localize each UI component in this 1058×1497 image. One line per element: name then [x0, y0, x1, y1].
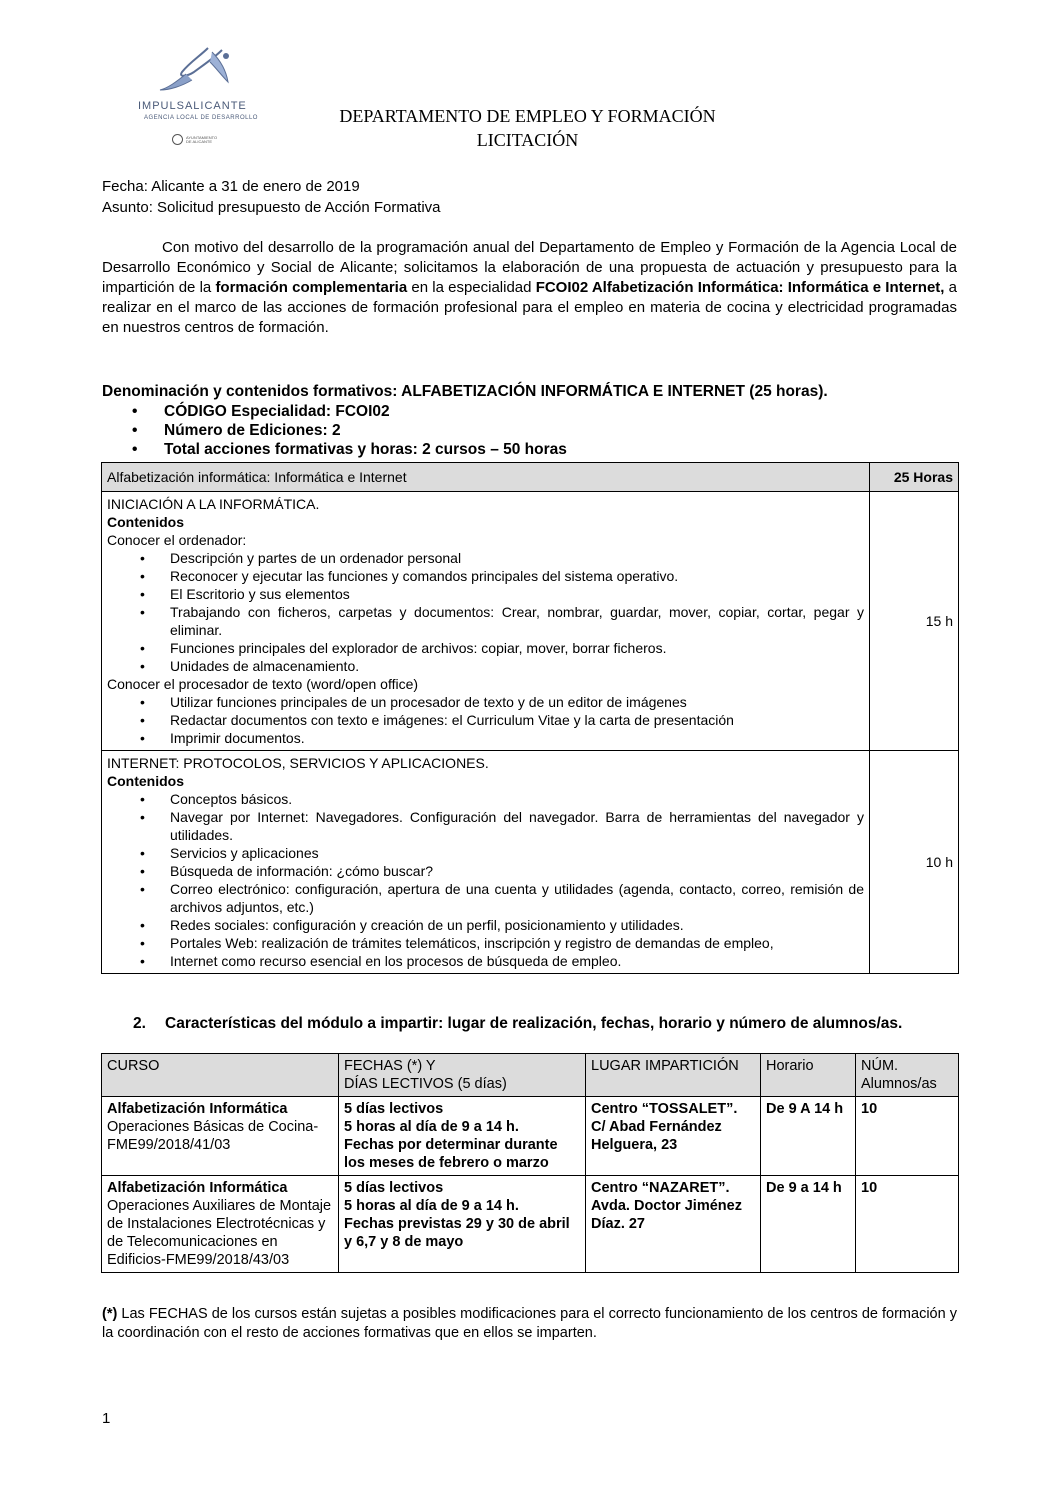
col-num — [856, 1054, 959, 1097]
course-table-header — [102, 1054, 959, 1097]
col-fechas-line1: FECHAS (*) Y — [344, 1058, 436, 1074]
col-curso: CURSO — [102, 1054, 339, 1097]
bullet-ediciones: • Número de Ediciones: 2 — [130, 421, 567, 440]
module-items — [107, 549, 864, 675]
footnote — [102, 1305, 957, 1343]
section-2-number: 2. — [133, 1015, 146, 1032]
bullet-codigo: • CÓDIGO Especialidad: FCOI02 — [130, 402, 567, 421]
content-table — [101, 462, 959, 974]
list-item: • Búsqueda de información: ¿cómo buscar? — [107, 862, 864, 880]
list-item: • Navegar por Internet: Navegadores. Configuración del navegador. Barra de herramientas del navegador y utilidades. — [107, 808, 864, 844]
list-item: • Funciones principales del explorador de archivos: copiar, mover, borrar ficheros. — [107, 639, 864, 657]
module-title: INTERNET: PROTOCOLOS, SERVICIOS Y APLICACIONES. — [107, 755, 489, 771]
logo-agency: AGENCIA LOCAL DE DESARROLLO — [144, 115, 258, 121]
intro-text-1: Con motivo del desarrollo de la programación anual del Departamento de Empleo y Formación de la Agencia Local de Desarrollo Económico y Social de Alicante; solicitamos la elaboración de una propuesta de actuación y presupuesto para la impartición de la — [102, 239, 957, 296]
curso-desc: Operaciones Auxiliares de Montaje de Instalaciones Electrotécnicas y de Telecomunicaciones en Edificios-FME99/2018/43/03 — [107, 1198, 332, 1268]
table-row — [102, 1176, 959, 1273]
seal-icon — [172, 134, 183, 145]
curso-title: Alfabetización Informática — [107, 1180, 288, 1196]
section-2-heading — [133, 1014, 957, 1034]
list-item: • Trabajando con ficheros, carpetas y documentos: Crear, nombrar, guardar, mover, copiar, cortar, pegar y eliminar. — [107, 603, 864, 639]
module-content — [102, 751, 870, 974]
curso-desc: Operaciones Básicas de Cocina-FME99/2018/41/03 — [107, 1119, 319, 1153]
cell-horario: De 9 A 14 h — [761, 1097, 856, 1176]
module-hours: 10 h — [870, 751, 959, 974]
list-item: • Conceptos básicos. — [107, 790, 864, 808]
content-table-header — [102, 463, 959, 492]
table-row — [102, 1097, 959, 1176]
content-table-total-hours: 25 Horas — [870, 463, 959, 492]
intro-text-3: a realizar en el marco de las acciones de formación profesional para el empleo en materia de cocina y electricidad programadas en nuestros centros de formación. — [102, 279, 957, 336]
footnote-text: Las FECHAS de los cursos están sujetas a posibles modificaciones para el correcto funcionamiento de los centros de formación y la coordinación con el resto de acciones formativas que en ellos se imparten. — [102, 1306, 957, 1341]
intro-bold-1: formación complementaria — [215, 279, 408, 296]
module-hours: 15 h — [870, 492, 959, 751]
module-group: Conocer el ordenador: — [107, 532, 247, 548]
bullet-total: • Total acciones formativas y horas: 2 cursos – 50 horas — [130, 440, 567, 459]
module-title: INICIACIÓN A LA INFORMÁTICA. — [107, 496, 320, 512]
list-item: • Reconocer y ejecutar las funciones y comandos principales del sistema operativo. — [107, 567, 864, 585]
intro-paragraph — [102, 238, 957, 338]
module-sub: Contenidos — [107, 514, 184, 530]
module-row — [102, 492, 959, 751]
list-item: • Utilizar funciones principales de un procesador de texto y de un editor de imágenes — [107, 693, 864, 711]
cell-fechas: 5 días lectivos 5 horas al día de 9 a 14 h. Fechas previstas 29 y 30 de abril y 6,7 y 8 de mayo — [339, 1176, 586, 1273]
module-sub: Contenidos — [107, 773, 184, 789]
list-item: • Descripción y partes de un ordenador personal — [107, 549, 864, 567]
intro-bold-2: FCOI02 Alfabetización Informática: Informática e Internet, — [535, 279, 945, 296]
cell-horario: De 9 a 14 h — [761, 1176, 856, 1273]
cell-lugar: Centro “TOSSALET”. C/ Abad Fernández Helguera, 23 — [586, 1097, 761, 1176]
fecha: Fecha: Alicante a 31 de enero de 2019 — [102, 178, 360, 195]
logo-brand: IMPULSALICANTE — [138, 100, 247, 112]
list-item: • El Escritorio y sus elementos — [107, 585, 864, 603]
cell-lugar: Centro “NAZARET”. Avda. Doctor Jiménez Díaz. 27 — [586, 1176, 761, 1273]
module-items — [107, 790, 864, 970]
cell-curso — [102, 1097, 339, 1176]
cell-fechas: 5 días lectivos 5 horas al día de 9 a 14 h. Fechas por determinar durante los meses de febrero o marzo — [339, 1097, 586, 1176]
list-item: • Redes sociales: configuración y creación de un perfil, posicionamiento y utilidades. — [107, 916, 864, 934]
col-fechas-line2: DÍAS LECTIVOS (5 días) — [344, 1076, 507, 1092]
col-lugar: LUGAR IMPARTICIÓN — [586, 1054, 761, 1097]
footnote-mark: (*) — [102, 1306, 118, 1322]
swimmer-figure-icon — [130, 42, 260, 102]
list-item: • Portales Web: realización de trámites telemáticos, inscripción y registro de demandas de empleo, — [107, 934, 864, 952]
list-item: • Servicios y aplicaciones — [107, 844, 864, 862]
header-title: DEPARTAMENTO DE EMPLEO Y FORMACIÓN — [339, 106, 716, 126]
asunto: Asunto: Solicitud presupuesto de Acción Formativa — [102, 199, 441, 216]
cell-num: 10 — [856, 1176, 959, 1273]
seal-text: AYUNTAMIENTO DE ALICANTE — [186, 134, 218, 144]
module-group: Conocer el procesador de texto (word/open office) — [107, 676, 419, 692]
col-horario: Horario — [761, 1054, 856, 1097]
summary-bullets — [130, 402, 567, 459]
intro-text-2: en la especialidad — [407, 279, 536, 296]
list-item: • Unidades de almacenamiento. — [107, 657, 864, 675]
module-content — [102, 492, 870, 751]
cell-num: 10 — [856, 1097, 959, 1176]
col-num-line1: NÚM. — [861, 1058, 899, 1074]
section-2-title: Características del módulo a impartir: lugar de realización, fechas, horario y número de alumnos/as. — [165, 1015, 903, 1032]
meta-block — [102, 176, 441, 218]
page-number: 1 — [102, 1410, 111, 1427]
curso-title: Alfabetización Informática — [107, 1101, 288, 1117]
module-row — [102, 751, 959, 974]
col-fechas — [339, 1054, 586, 1097]
city-seal — [172, 134, 220, 145]
list-item: • Redactar documentos con texto e imágenes: el Curriculum Vitae y la carta de presentación — [107, 711, 864, 729]
list-item: • Imprimir documentos. — [107, 729, 864, 747]
header-subtitle: LICITACIÓN — [476, 130, 579, 150]
list-item: • Correo electrónico: configuración, apertura de una cuenta y utilidades (agenda, contacto, correo, remisión de archivos adjuntos, etc.) — [107, 880, 864, 916]
col-num-line2: Alumnos/as — [861, 1076, 937, 1092]
denominacion-heading: Denominación y contenidos formativos: ALFABETIZACIÓN INFORMÁTICA E INTERNET (25 horas). — [102, 383, 828, 400]
module-items — [107, 693, 864, 747]
course-table — [101, 1053, 959, 1273]
cell-curso — [102, 1176, 339, 1273]
list-item: • Internet como recurso esencial en los procesos de búsqueda de empleo. — [107, 952, 864, 970]
content-table-title: Alfabetización informática: Informática e Internet — [102, 463, 870, 492]
